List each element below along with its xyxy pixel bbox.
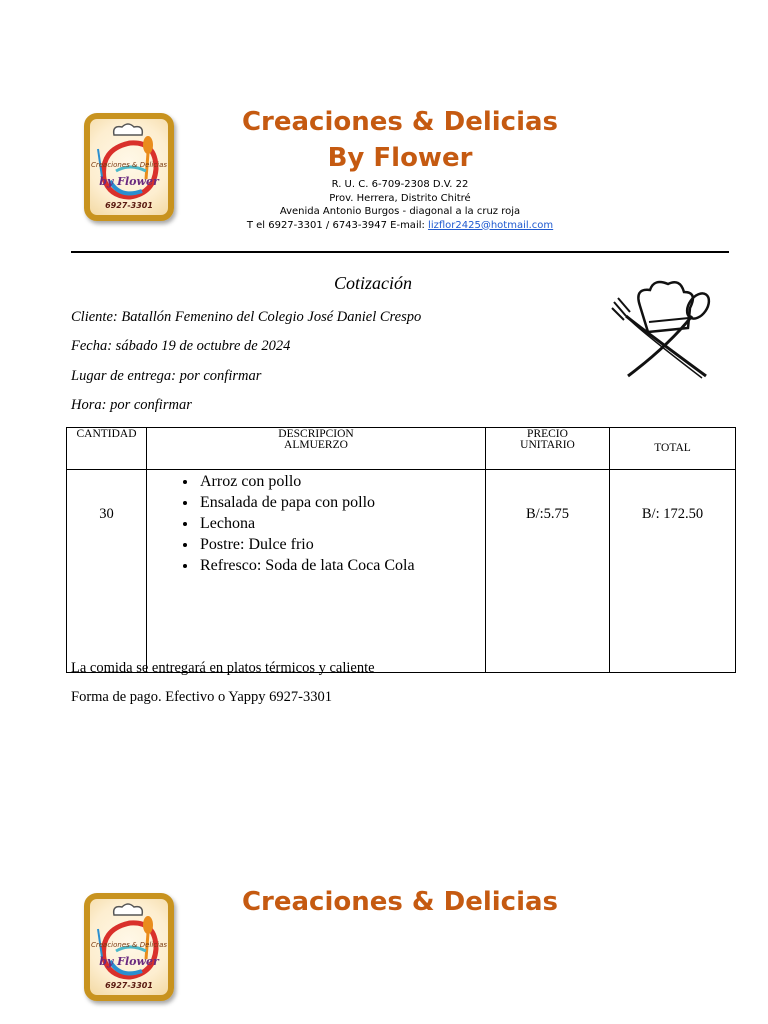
list-item: • Ensalada de papa con pollo [198, 492, 485, 513]
list-item: • Lechona [198, 513, 485, 534]
logo-text-phone: 6927-3301 [105, 981, 153, 990]
logo-text-name: Creaciones & Delicias [90, 161, 168, 169]
logo-text-name: Creaciones & Delicias [90, 941, 168, 949]
logo-text-flower: by Flower [99, 955, 159, 968]
logo-text-phone: 6927-3301 [105, 201, 153, 210]
ruc-text: R. U. C. 6-709-2308 D.V. 22 [331, 179, 469, 190]
header-price-line2: UNITARIO [520, 439, 575, 451]
phones-text: T el 6927-3301 / 6743-3947 E-mail: [246, 219, 429, 231]
company-logo [84, 113, 174, 221]
header-price-line1: PRECIO [527, 428, 568, 440]
logo-text-flower: by Flower [99, 175, 159, 188]
row-unit-price: B/:5.75 [486, 470, 610, 673]
header-unit-price [486, 428, 610, 470]
payment-note: Forma de pago. Efectivo o Yappy 6927-3301 [71, 689, 332, 705]
header-total: TOTAL [610, 428, 736, 470]
address-text: Avenida Antonio Burgos - diagonal a la cruz roja [279, 206, 521, 217]
menu-list [147, 471, 485, 576]
row-qty: 30 [67, 470, 147, 673]
phones-line [200, 219, 600, 233]
header-qty: CANTIDAD [67, 428, 147, 470]
table-row [67, 470, 736, 673]
client-line: Cliente: Batallón Femenino del Colegio José Daniel Crespo [71, 309, 422, 325]
date-line: Fecha: sábado 19 de octubre de 2024 [71, 338, 291, 354]
header-description [147, 428, 486, 470]
row-description [147, 470, 486, 673]
place-line: Lugar de entrega: por confirmar [71, 368, 262, 384]
list-item: • Arroz con pollo [198, 471, 485, 492]
header-desc-line1: DESCRIPCION [278, 428, 354, 440]
email-link[interactable]: lizflor2425@hotmail.com [428, 219, 554, 231]
brand-title [200, 104, 600, 176]
company-logo-page2 [84, 893, 174, 1001]
row-total: B/: 172.50 [610, 470, 736, 673]
brand-title-page2 [200, 884, 600, 920]
chef-hat-utensils-icon [608, 276, 718, 380]
brand-title-line2: By Flower [327, 143, 473, 173]
quote-table [66, 427, 736, 673]
brand-title-line1: Creaciones & Delicias [241, 887, 559, 917]
header-desc-line2: ALMUERZO [284, 439, 348, 451]
contact-info [200, 178, 600, 232]
list-item: • Postre: Dulce frio [198, 534, 485, 555]
header-divider [71, 251, 729, 253]
quote-title: Cotización [333, 273, 412, 293]
list-item: • Refresco: Soda de lata Coca Cola [198, 555, 485, 576]
table-header-row [67, 428, 736, 470]
brand-title-line1: Creaciones & Delicias [241, 107, 559, 137]
province-text: Prov. Herrera, Distrito Chitré [329, 192, 471, 204]
delivery-note: La comida se entregará en platos térmicos y caliente [71, 660, 375, 676]
time-line: Hora: por confirmar [71, 397, 192, 413]
